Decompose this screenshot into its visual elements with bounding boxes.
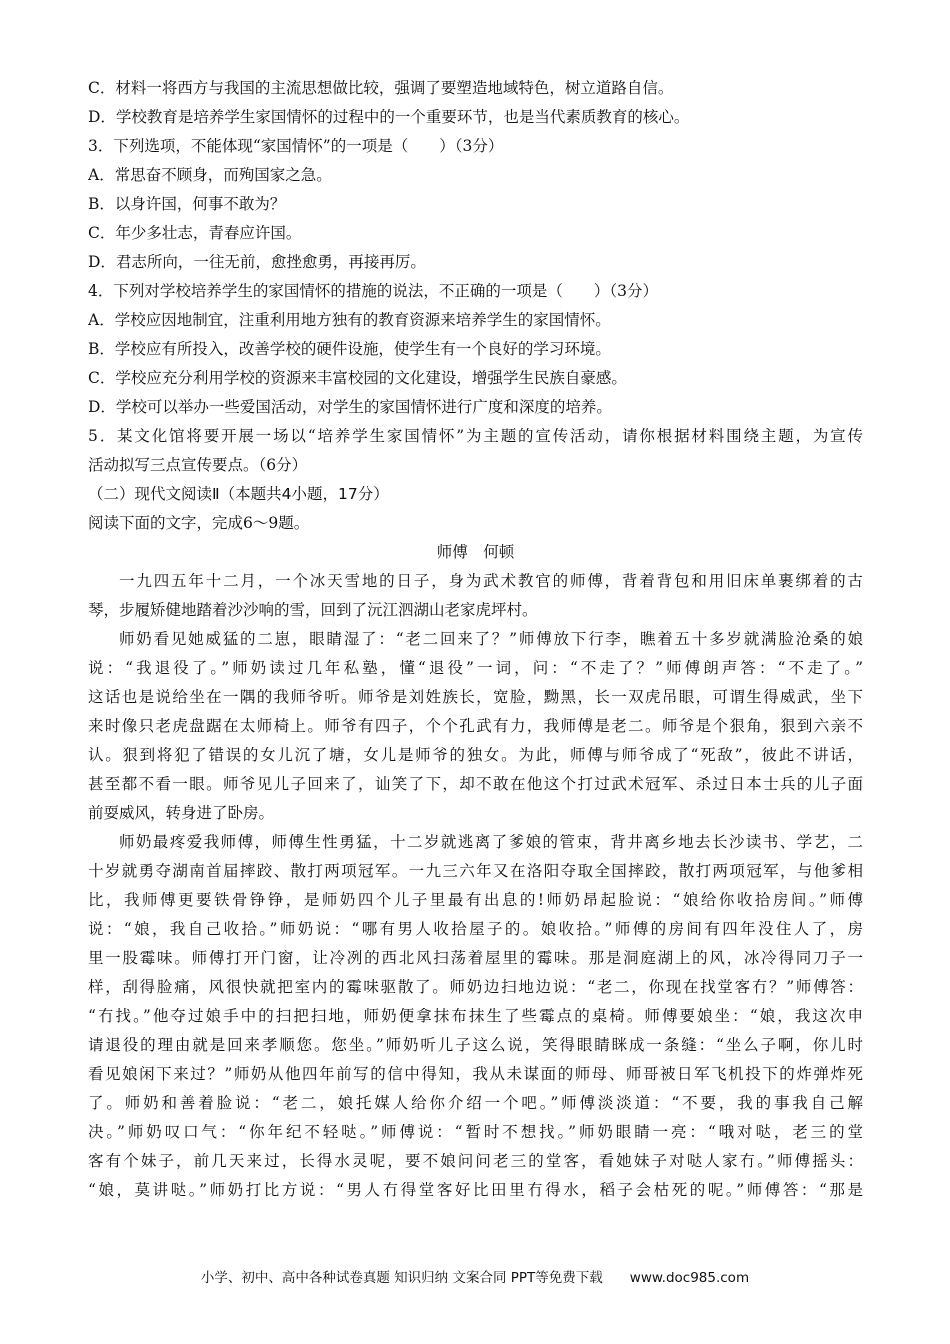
article-line: 认。狠到将犯了错误的女儿沉了塘，女儿是师爷的独女。为此，师傅与师爷成了“死敌”，彼此不讲话，	[88, 746, 863, 764]
option-d-q2: D．学校教育是培养学生家国情怀的过程中的一个重要环节，也是当代素质教育的核心。	[88, 108, 690, 126]
article-title: 师傅 何顿	[436, 543, 515, 561]
article-line: 师奶最疼爱我师傅，师傅生性勇猛，十二岁就逃离了爹娘的管束，背井离乡地去长沙读书、学艺，二	[119, 833, 863, 851]
article-line: 甚至都不看一眼。师爷见儿子回来了，讪笑了下，却不敢在他这个打过武术冠军、杀过日本士兵的儿子面	[88, 775, 863, 793]
option-b-q3: B．以身许国，何事不敢为？	[88, 195, 286, 213]
article-line: “冇找。”他夺过娘手中的扫把扫地，师奶便拿抹布抹生了些霉点的桌椅。师傅要娘坐：“娘，我这次申	[88, 1007, 863, 1025]
reading-instruction: 阅读下面的文字，完成6～9题。	[88, 514, 310, 532]
article-line: 客有个妹子，前几天来过，长得水灵呢，要不娘问问老三的堂客，看她妹子对哒人家冇。”师傅摇头：	[88, 1152, 863, 1170]
article-line: 琴，步履矫健地踏着沙沙响的雪，回到了沅江泗湖山老家虎坪村。	[88, 601, 538, 619]
article-line: 请退役的理由就是回来孝顺您。您坐。”师奶听儿子这么说，笑得眼睛眯成一条缝：“坐么子啊，你儿时	[88, 1036, 863, 1054]
option-a-q4: A．学校应因地制宜，注重利用地方独有的教育资源来培养学生的家国情怀。	[88, 311, 611, 329]
option-a-q3: A．常思奋不顾身，而殉国家之急。	[88, 166, 332, 184]
section-heading: （二）现代文阅读Ⅱ（本题共4小题，17分）	[88, 485, 389, 503]
question-5: 5．某文化馆将要开展一场以“培养学生家国情怀”为主题的宣传活动，请你根据材料围绕主题，为宣传	[88, 427, 863, 445]
page-footer: 小学、初中、高中各种试卷真题 知识归纳 文案合同 PPT等免费下载 www.doc985.com	[200, 1270, 750, 1286]
option-d-q4: D．学校可以举办一些爱国活动，对学生的家国情怀进行广度和深度的培养。	[88, 398, 612, 416]
article-line: 前耍威风，转身进了卧房。	[88, 804, 275, 822]
article-line: 样，刮得脸痛，风很快就把室内的霉味驱散了。师奶边扫地边说：“老二，你现在找堂客冇？”师傅答：	[88, 978, 863, 996]
article-line: 这话也是说给坐在一隅的我师爷听。师爷是刘姓族长，宽脸，黝黑，长一双虎吊眼，可谓生得威武，坐下	[88, 688, 863, 706]
option-d-q3: D．君志所向，一往无前，愈挫愈勇，再接再厉。	[88, 253, 426, 271]
article-line: 比，我师傅更要铁骨铮铮，是师奶四个儿子里最有出息的!师奶昂起脸说：“娘给你收拾房间。”师傅	[88, 891, 863, 909]
article-line: 说：“娘，我自己收拾。”师奶说：“哪有男人收拾屋子的。娘收拾。”师傅的房间有四年没住人了，房	[88, 920, 863, 938]
article-line: 决。”师奶叹口气：“你年纪不轻哒。”师傅说：“暂时不想找。”师奶眼睛一亮：“哦对哒，老三的堂	[88, 1123, 863, 1141]
article-line: 一九四五年十二月，一个冰天雪地的日子，身为武术教官的师傅，背着背包和用旧床单裹绑着的古	[119, 572, 863, 590]
article-line: 十岁就勇夺湖南首届摔跤、散打两项冠军。一九三六年又在洛阳夺取全国摔跤，散打两项冠军，与他爹相	[88, 862, 863, 880]
option-c-q2: C．材料一将西方与我国的主流思想做比较，强调了要塑造地域特色，树立道路自信。	[88, 79, 674, 97]
question-4: 4．下列对学校培养学生的家国情怀的措施的说法，不正确的一项是（ ）（3分）	[88, 282, 658, 300]
article-line: 了。师奶和善着脸说：“老二，娘托媒人给你介绍一个吧。”师傅淡淡道：“不要，我的事我自己解	[88, 1094, 863, 1112]
question-3: 3．下列选项，不能体现“家国情怀”的一项是（ ）（3分）	[88, 137, 504, 155]
question-5-cont: 活动拟写三点宣传要点。（6分）	[88, 456, 308, 474]
article-line: “娘，莫讲哒。”师奶打比方说：“男人冇得堂客好比田里冇得水，稻子会枯死的呢。”师傅答：“那是	[88, 1181, 863, 1199]
option-c-q3: C．年少多壮志，青春应许国。	[88, 224, 302, 242]
article-line: 看见娘闲下来过？”师奶从他四年前写的信中得知，我从未谋面的师母、师哥被日军飞机投下的炸弹炸死	[88, 1065, 863, 1083]
article-line: 来时像只老虎盘踞在太师椅上。师爷有四子，个个孔武有力，我师傅是老二。师爷是个狠角，狠到六亲不	[88, 717, 863, 735]
option-b-q4: B．学校应有所投入，改善学校的硬件设施，使学生有一个良好的学习环境。	[88, 340, 611, 358]
option-c-q4: C．学校应充分利用学校的资源来丰富校园的文化建设，增强学生民族自豪感。	[88, 369, 627, 387]
article-line: 说：“我退役了。”师奶读过几年私塾，懂“退役”一词，问：“不走了？”师傅朗声答：“不走了。”	[88, 659, 863, 677]
article-line: 师奶看见她威猛的二崽，眼睛湿了：“老二回来了？”师傅放下行李，瞧着五十多岁就满脸沧桑的娘	[119, 630, 863, 648]
document-body	[88, 74, 863, 1205]
article-line: 里一股霉味。师傅打开门窗，让冷冽的西北风扫荡着屋里的霉味。那是洞庭湖上的风，冰冷得同刀子一	[88, 949, 863, 967]
